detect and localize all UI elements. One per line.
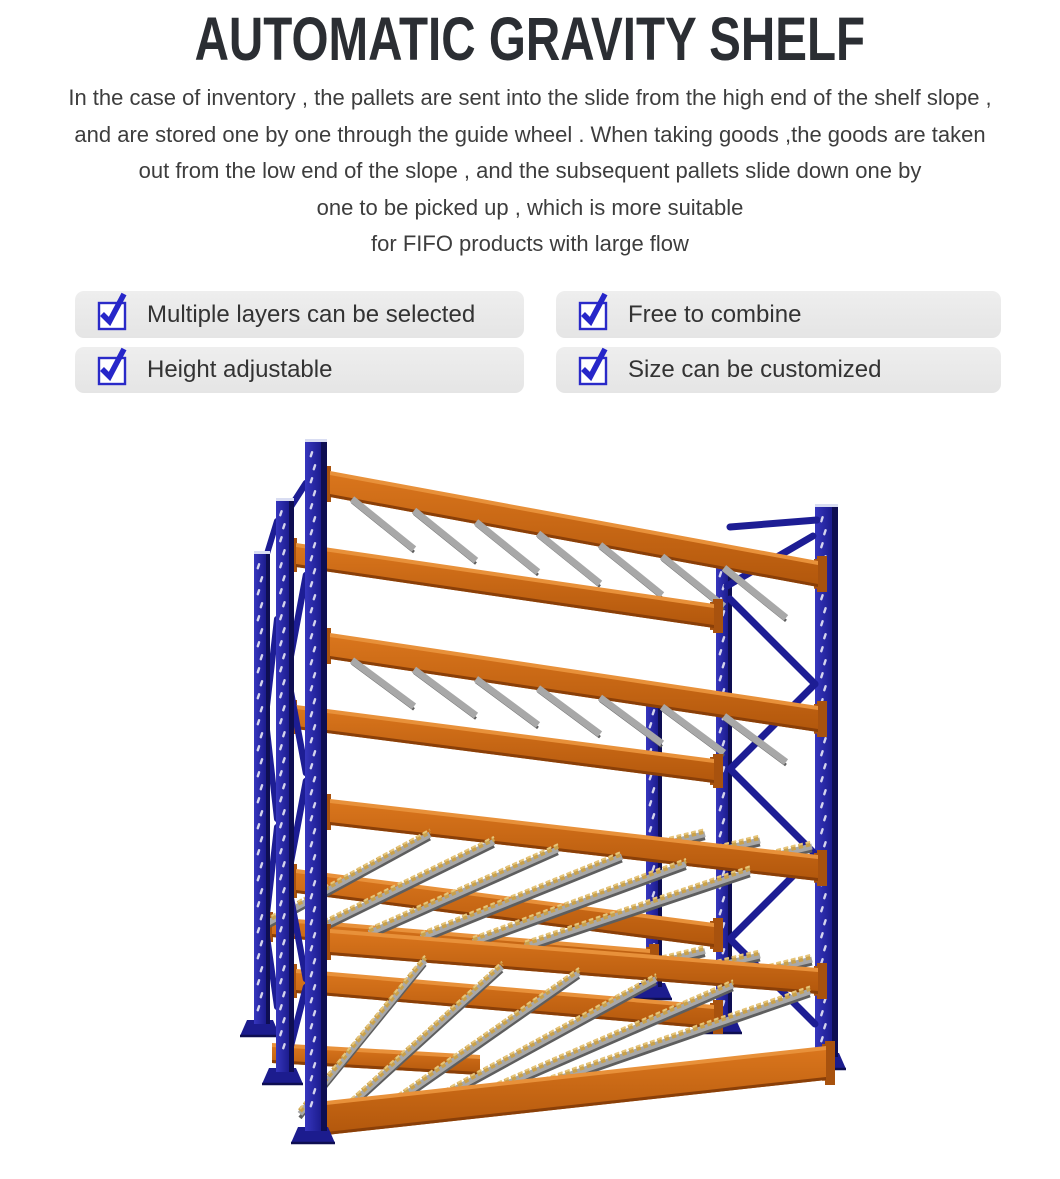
description-line: for FIFO products with large flow xyxy=(371,231,689,257)
feature-badge xyxy=(556,291,1001,338)
feature-label: Multiple layers can be selected xyxy=(147,300,476,328)
description-line: and are stored one by one through the guide wheel . When taking goods ,the goods are taken xyxy=(74,121,986,147)
checkmark-icon xyxy=(576,345,610,385)
checkmark-icon xyxy=(576,290,610,330)
description-line: one to be picked up , which is more suitable xyxy=(316,194,744,220)
feature-badge xyxy=(75,291,524,338)
page-title xyxy=(0,4,1060,74)
feature-label: Size can be customized xyxy=(628,356,882,383)
feature-badge xyxy=(556,347,1001,393)
gravity-rack-illustration xyxy=(0,409,1060,1179)
checkmark-icon xyxy=(95,345,129,385)
feature-label: Free to combine xyxy=(628,300,802,328)
page-title-text: AUTOMATIC GRAVITY SHELF xyxy=(194,5,866,73)
feature-badge xyxy=(75,347,524,393)
feature-label: Height adjustable xyxy=(147,356,333,383)
description-line: out from the low end of the slope , and the subsequent pallets slide down one by xyxy=(138,158,922,184)
description-line: In the case of inventory , the pallets are sent into the slide from the high end of the shelf slope , xyxy=(68,85,992,110)
checkmark-icon xyxy=(95,290,129,330)
description xyxy=(0,80,1060,263)
